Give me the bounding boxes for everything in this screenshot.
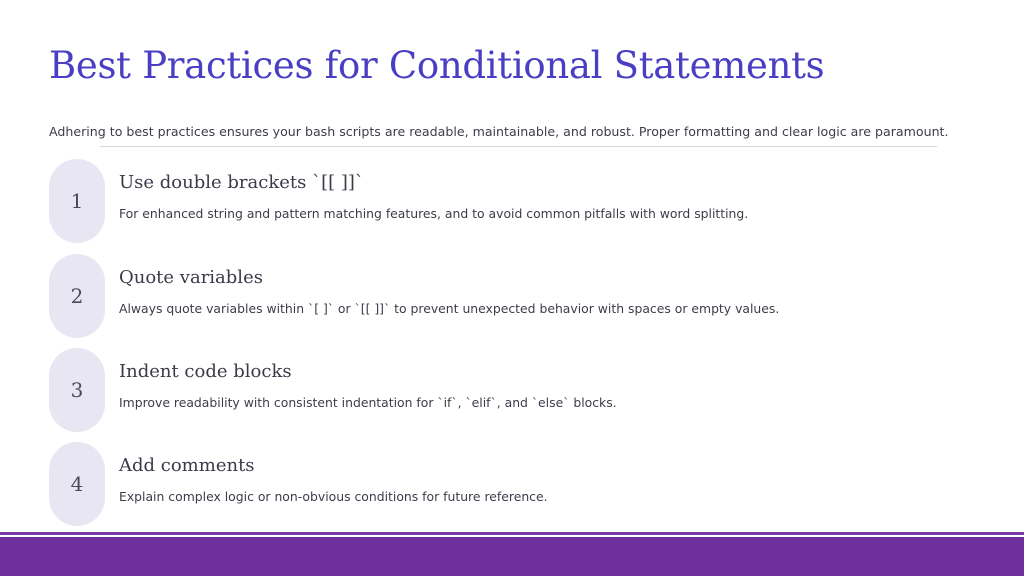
step-number-badge: 1	[49, 159, 105, 243]
item-description: Improve readability with consistent indentation for `if`, `elif`, and `else` blocks.	[119, 395, 617, 410]
step-number-badge: 4	[49, 442, 105, 526]
item-title: Add comments	[119, 455, 255, 476]
list-item	[49, 442, 949, 526]
item-description: For enhanced string and pattern matching features, and to avoid common pitfalls with word splitting.	[119, 206, 749, 221]
footer-bar	[0, 537, 1024, 576]
page-title: Best Practices for Conditional Statements	[49, 44, 825, 87]
step-number-badge: 2	[49, 254, 105, 338]
item-title: Use double brackets `[[ ]]`	[119, 172, 364, 193]
divider	[100, 146, 937, 147]
list-item	[49, 348, 949, 432]
step-number-badge: 3	[49, 348, 105, 432]
item-description: Always quote variables within `[ ]` or `[[ ]]` to prevent unexpected behavior with spaces or empty values.	[119, 301, 780, 316]
list-item	[49, 254, 949, 338]
page-subtitle: Adhering to best practices ensures your bash scripts are readable, maintainable, and robust. Proper formatting and clear logic are paramount.	[49, 124, 949, 139]
item-description: Explain complex logic or non-obvious conditions for future reference.	[119, 489, 548, 504]
item-title: Indent code blocks	[119, 361, 292, 382]
list-item	[49, 159, 949, 243]
footer-accent-line	[0, 532, 1024, 535]
item-title: Quote variables	[119, 267, 263, 288]
